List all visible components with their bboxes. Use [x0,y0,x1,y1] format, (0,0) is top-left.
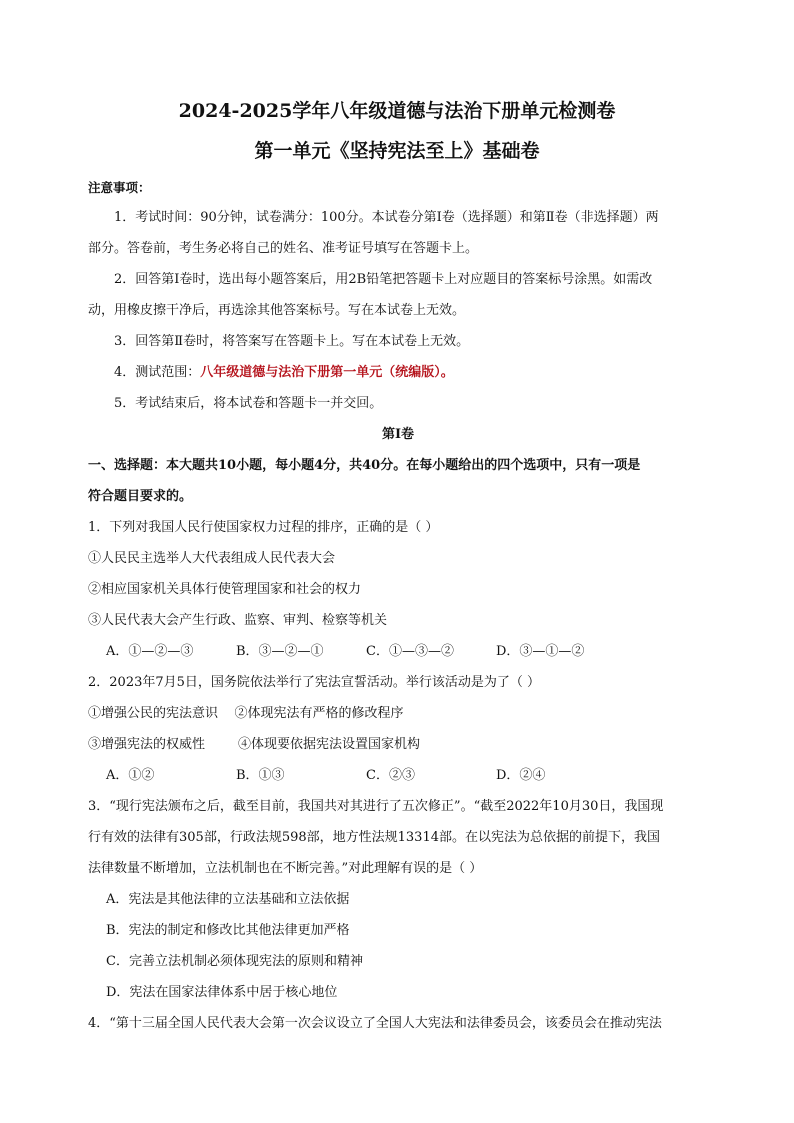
q2-option-a: A．①② [106,768,155,783]
notice-item-5: 5．考试结束后，将本试卷和答题卡一并交回。 [114,396,383,411]
q1-options [88,636,708,667]
exam-subtitle: 第一单元《坚持宪法至上》基础卷 [254,140,540,162]
q1-option-c: C．①—③—② [366,644,454,659]
notice-item-2b: 动，用橡皮擦干净后，再选涂其他答案标号。写在本试卷上无效。 [88,303,466,318]
q2-option-d: D．②④ [496,768,546,783]
notice-heading: 注意事项： [88,180,151,195]
q1-stem: 1．下列对我国人民行使国家权力过程的排序，正确的是（ ） [88,520,439,535]
q3-option-c: C．完善立法机制必须体现宪法的原则和精神 [106,954,363,969]
q3-option-d: D．宪法在国家法律体系中居于核心地位 [106,985,338,1000]
notice-item-4 [88,357,708,388]
notice-item-4-prefix: 4．测试范围： [114,365,201,380]
q2-option-b: B．①③ [236,768,285,783]
q2-option-c: C．②③ [366,768,415,783]
q1-option-a: A．①—②—③ [106,644,194,659]
section-instruction-2: 符合题目要求的。 [88,489,193,504]
section-instruction-1: 一、选择题：本大题共10小题，每小题4分，共40分。在每小题给出的四个选项中，只有一项是 [88,458,641,473]
q1-option-b: B．③—②—① [236,644,324,659]
exam-body [88,178,708,1039]
q1-option-d: D．③—①—② [496,644,585,659]
q1-item-3: ③人民代表大会产生行政、监察、审判、检察等机关 [88,613,388,628]
q3-stem-1: 3．“现行宪法颁布之后，截至目前，我国共对其进行了五次修正”。“截至2022年10月30日，我国现 [88,799,664,814]
exam-title: 2024-2025学年八年级道德与法治下册单元检测卷 [178,100,616,122]
q2-stem: 2．2023年7月5日，国务院依法举行了宪法宣誓活动。举行该活动是为了（ ） [88,675,541,690]
q1-item-2: ②相应国家机关具体行使管理国家和社会的权力 [88,582,362,597]
notice-item-1b: 部分。答卷前，考生务必将自己的姓名、准考证号填写在答题卡上。 [88,241,479,256]
q3-stem-2: 行有效的法律有305部，行政法规598部，地方性法规13314部。在以宪法为总依据的前提下，我国 [88,830,660,845]
q1-item-1: ①人民民主选举人大代表组成人民代表大会 [88,551,336,566]
notice-item-3: 3．回答第Ⅱ卷时，将答案写在答题卡上。写在本试卷上无效。 [114,334,470,349]
q3-option-b: B．宪法的制定和修改比其他法律更加严格 [106,923,350,938]
q4-stem: 4．“第十三届全国人民代表大会第一次会议设立了全国人大宪法和法律委员会，该委员会在推动宪法 [88,1016,662,1031]
test-range: 八年级道德与法治下册第一单元（统编版）。 [200,365,454,380]
q2-items-2: ③增强宪法的权威性 ④体现要依据宪法设置国家机构 [88,737,421,752]
notice-item-2a: 2．回答第Ⅰ卷时，选出每小题答案后，用2B铅笔把答题卡上对应题目的答案标号涂黑。如需改 [114,272,653,287]
q2-items-1: ①增强公民的宪法意识 ②体现宪法有严格的修改程序 [88,706,404,721]
q3-stem-3: 法律数量不断增加，立法机制也在不断完善。”对此理解有误的是（ ） [88,861,483,876]
notice-item-1a: 1．考试时间：90分钟，试卷满分：100分。本试卷分第Ⅰ卷（选择题）和第Ⅱ卷（非选择题）两 [114,210,659,225]
section-label: 第Ⅰ卷 [381,427,415,442]
q2-options [88,760,708,791]
q3-option-a: A．宪法是其他法律的立法基础和立法依据 [106,892,350,907]
